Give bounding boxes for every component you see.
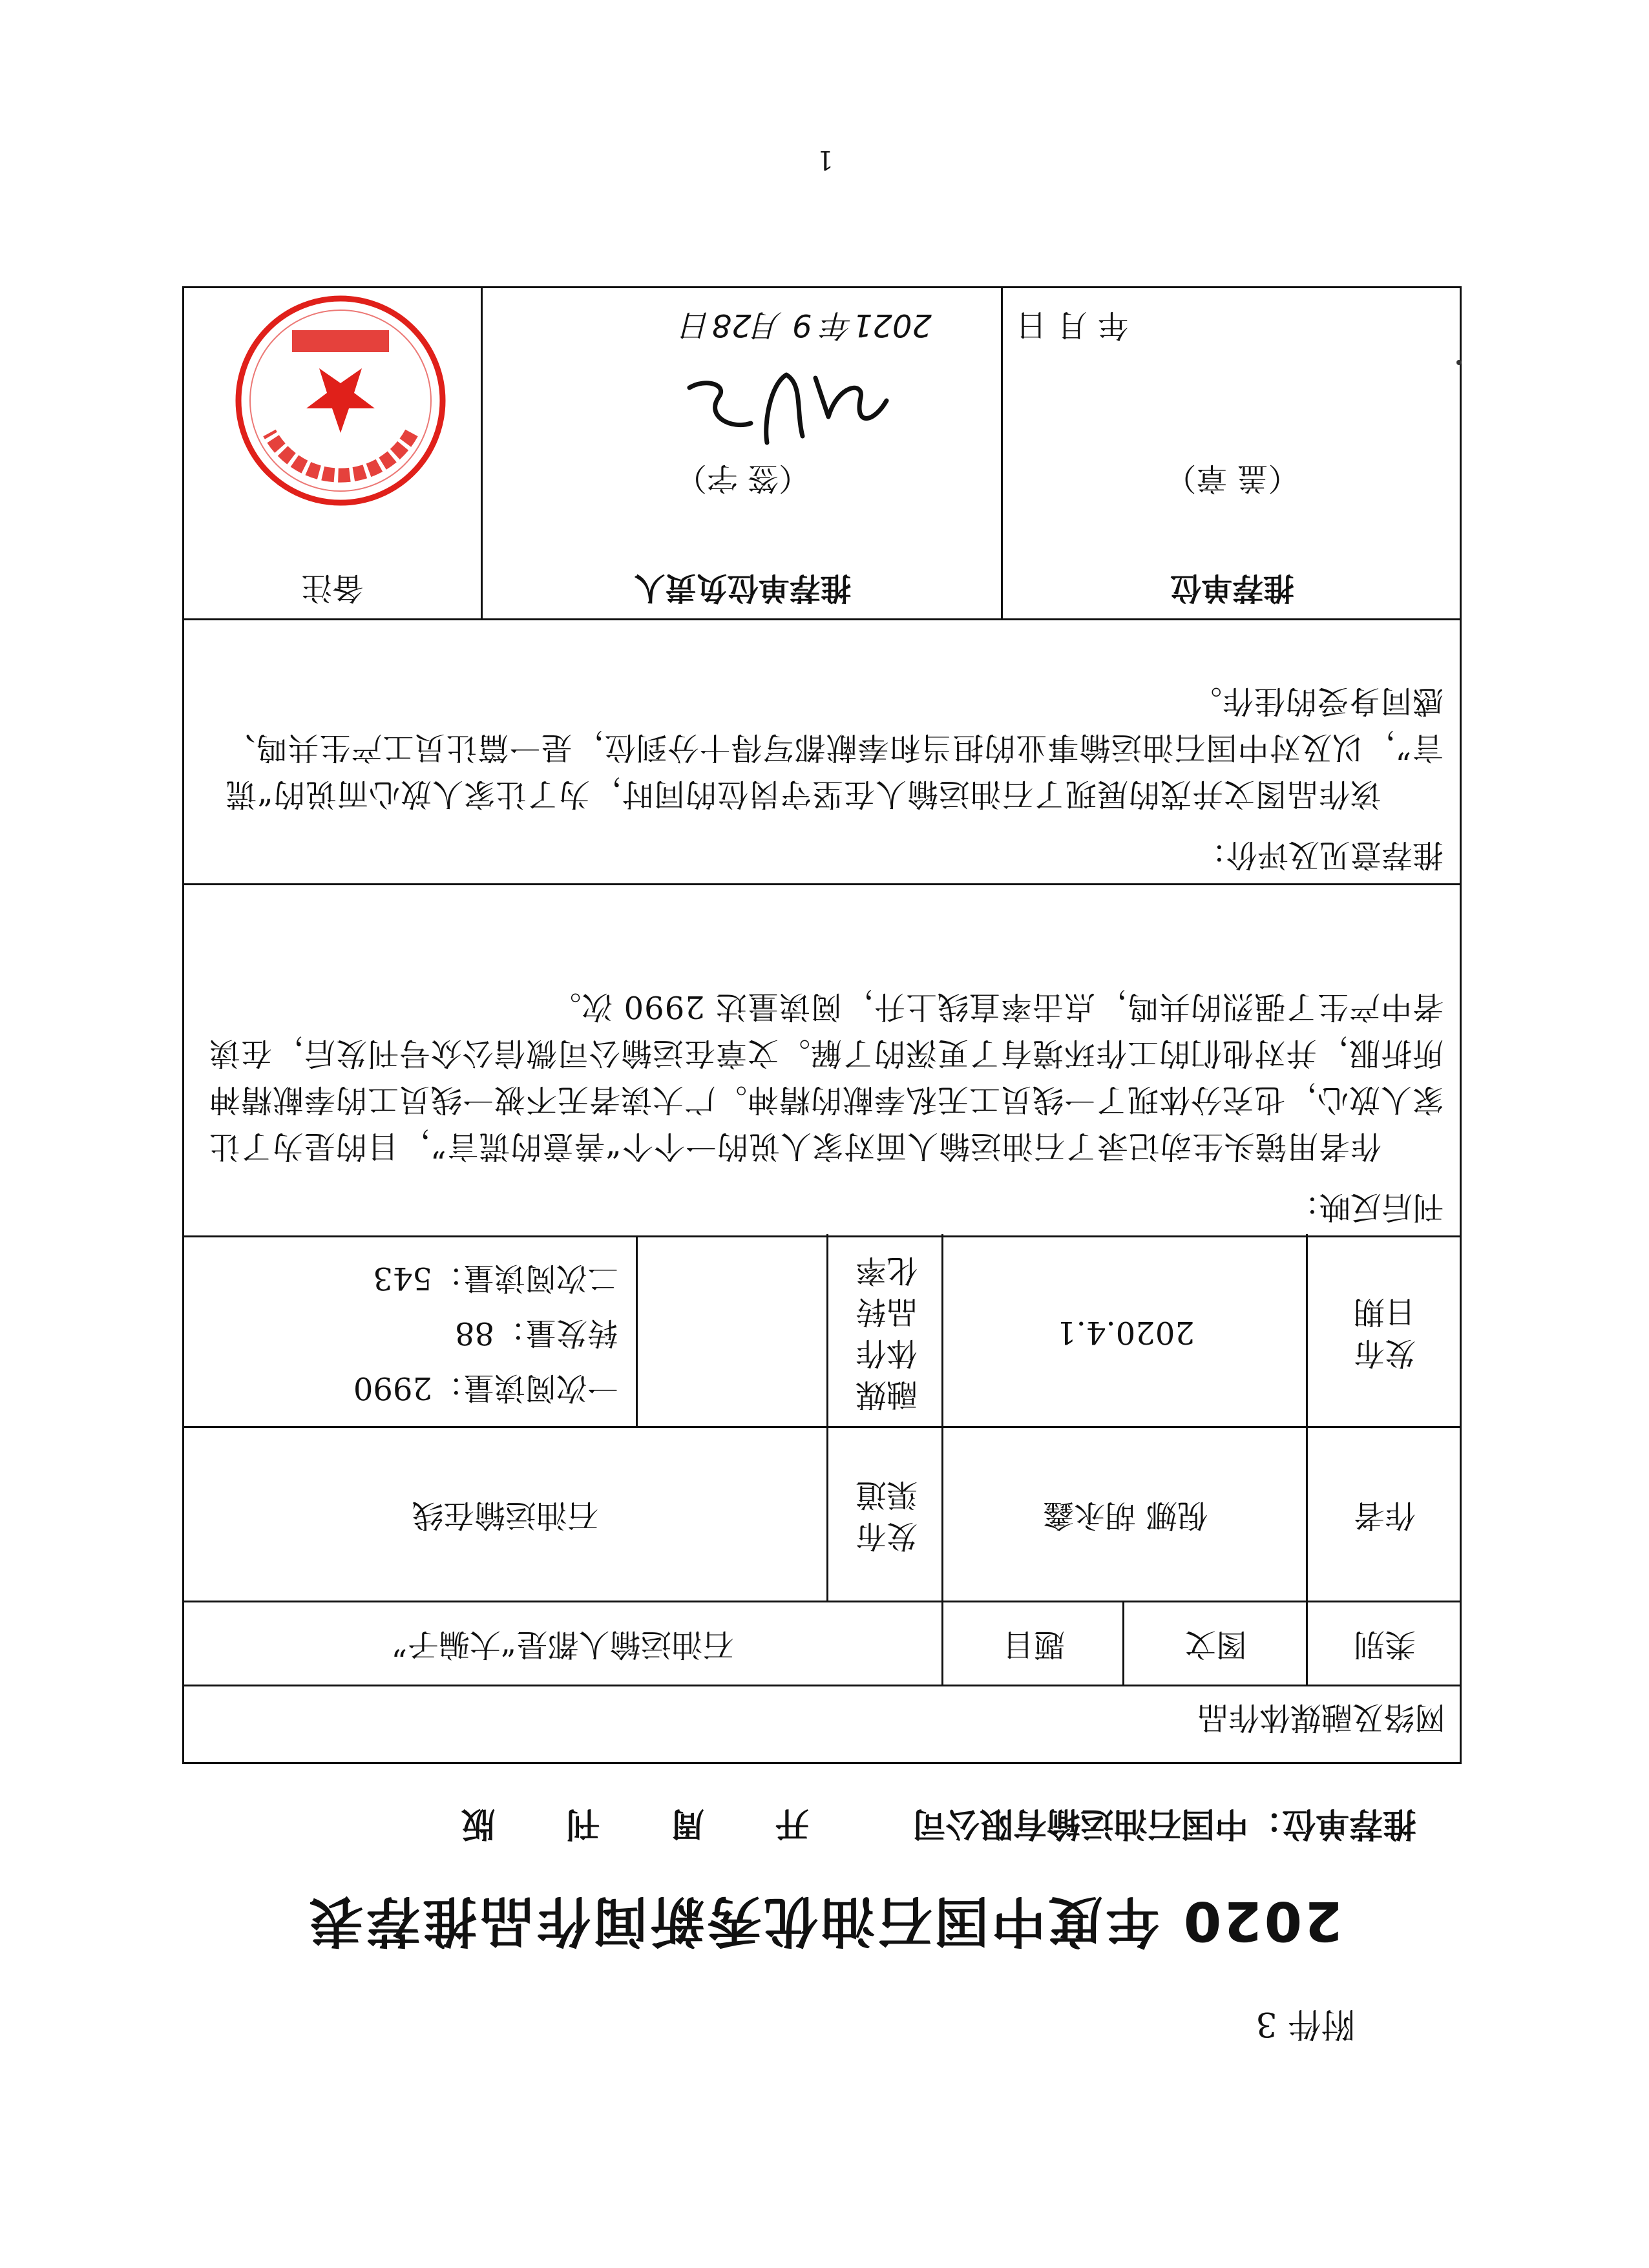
evaluation-heading: 推荐意见及评价： bbox=[1195, 837, 1444, 873]
feedback-body: 作者用镜头生动记录了石油运输人面对家人说的一个个“善意的谎言”，目的是为了让家人放心，也充分体现了一线员工无私奉献的精神。广大读者无不被一线员工的奉献精神所折服，并对他们的工作环境有了更深的了解。文章在运输公司微信公众号刊发后，在读者中产生了强烈的共鸣，点击率直线上升，阅读量达 2990 次。 bbox=[208, 989, 1444, 1164]
author-value: 倪娜 胡永鑫 bbox=[1043, 1497, 1208, 1533]
title-value: 石油运输人都是“大骗子” bbox=[392, 1626, 734, 1663]
publication-type bbox=[390, 1803, 809, 1851]
unit-leader-label: 推荐单位负责人 bbox=[634, 570, 852, 606]
category-value: 图文 bbox=[1185, 1626, 1248, 1663]
pubtype-edition: 版 bbox=[461, 1804, 495, 1843]
channel-value: 石油运输在线 bbox=[412, 1497, 599, 1533]
publish-date-value: 2020.4.1 bbox=[1056, 1314, 1195, 1351]
page-number: 1 bbox=[817, 145, 834, 174]
feedback-heading: 刊后反映： bbox=[1288, 1189, 1444, 1225]
channel-label: 发布渠道 bbox=[856, 1476, 918, 1554]
seal-note: （盖 章） bbox=[1165, 460, 1299, 496]
remarks-label: 备注 bbox=[301, 570, 364, 606]
table-rule bbox=[182, 618, 1462, 620]
pubtype-open: 开 bbox=[775, 1804, 809, 1843]
second-read-count: 二次阅读量：543 bbox=[373, 1260, 618, 1296]
section-heading: 网络及融媒体作品 bbox=[1197, 1699, 1445, 1736]
first-read-count: 一次阅读量：2990 bbox=[353, 1370, 618, 1406]
title-label: 题目 bbox=[1003, 1626, 1066, 1663]
conversion-rate-label: 融媒体作品转化率 bbox=[856, 1252, 918, 1413]
sign-note: （签 字） bbox=[675, 460, 810, 496]
page-title: 2020 年度中国石油优秀新闻作品推荐表 bbox=[306, 1889, 1343, 1953]
attachment-label: 附件 3 bbox=[1255, 2004, 1355, 2043]
publish-date-label: 发布日期 bbox=[1354, 1294, 1416, 1372]
recommend-unit-label: 推荐单位： bbox=[1248, 1804, 1416, 1843]
sign-date: 2021年 9 月28日 bbox=[680, 307, 932, 343]
company-seal bbox=[231, 291, 450, 510]
recommend-unit-name: 中国石油运输有限公司 bbox=[912, 1804, 1248, 1843]
forward-count: 转发量：88 bbox=[454, 1315, 618, 1351]
pubtype-journal: 刊 bbox=[565, 1804, 600, 1843]
recommend-unit-line bbox=[912, 1803, 1416, 1851]
seal-date: 年 月 日 bbox=[1016, 307, 1129, 343]
table-rule bbox=[636, 1237, 638, 1428]
handwritten-signature bbox=[680, 365, 899, 462]
table-rule bbox=[182, 883, 1462, 885]
recommend-unit-signoff-label: 推荐单位 bbox=[1170, 570, 1295, 606]
author-label: 作者 bbox=[1354, 1497, 1416, 1533]
category-label: 类别 bbox=[1354, 1626, 1416, 1663]
stray-mark bbox=[1456, 360, 1462, 365]
evaluation-body: 该作品图文并茂的展现了石油运输人在坚守岗位的同时，为了让家人放心而说的“谎言”，以及对中国石油运输事业的担当和奉献都写得十分到位，是一篇让员工产生共鸣、感同身受的佳作。 bbox=[224, 683, 1444, 812]
pubtype-week: 周 bbox=[670, 1804, 704, 1843]
